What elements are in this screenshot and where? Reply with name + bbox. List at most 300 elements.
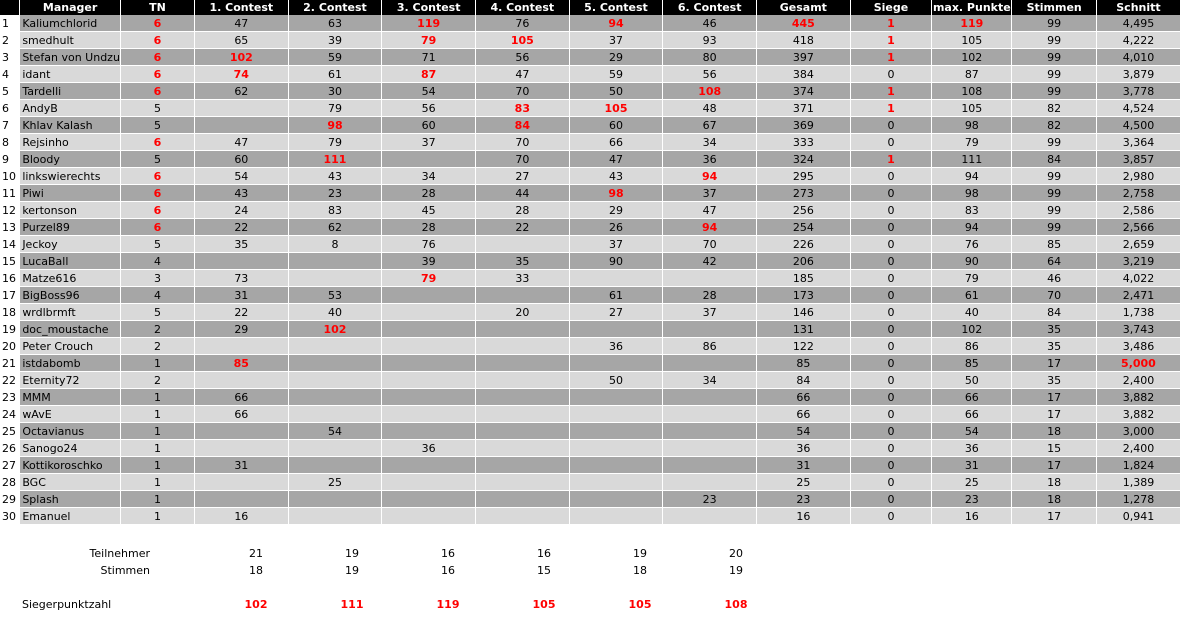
table-row [0, 151, 1181, 168]
cell-max: 94 [932, 219, 1012, 236]
cell-c6 [663, 423, 757, 440]
cell-c6: 70 [663, 236, 757, 253]
cell-c2: 53 [288, 287, 382, 304]
cell-stimmen: 99 [1012, 168, 1097, 185]
cell-stimmen: 35 [1012, 372, 1097, 389]
cell-stimmen: 99 [1012, 83, 1097, 100]
cell-siege: 1 [850, 32, 932, 49]
cell-name: MMM [20, 389, 121, 406]
cell-c1: 60 [194, 151, 288, 168]
cell-tn: 1 [120, 389, 194, 406]
cell-siege: 1 [850, 83, 932, 100]
cell-rank: 30 [0, 508, 20, 525]
cell-c6: 37 [663, 185, 757, 202]
cell-gesamt: 397 [757, 49, 851, 66]
cell-c4: 84 [476, 117, 570, 134]
cell-c5: 27 [569, 304, 663, 321]
cell-tn: 6 [120, 49, 194, 66]
table-row [0, 491, 1181, 508]
cell-siege: 0 [850, 508, 932, 525]
cell-c2 [288, 389, 382, 406]
cell-gesamt: 418 [757, 32, 851, 49]
cell-c5: 60 [569, 117, 663, 134]
summary-row-teilnehmer [0, 545, 784, 562]
cell-c2 [288, 372, 382, 389]
cell-max: 90 [932, 253, 1012, 270]
cell-c1: 16 [194, 508, 288, 525]
cell-c5: 105 [569, 100, 663, 117]
cell-c5 [569, 508, 663, 525]
cell-c5: 94 [569, 15, 663, 32]
table-row [0, 372, 1181, 389]
cell-c6 [663, 508, 757, 525]
table-row [0, 83, 1181, 100]
cell-tn: 5 [120, 236, 194, 253]
table-row [0, 440, 1181, 457]
column-header-5: 3. Contest [382, 0, 476, 15]
cell-stimmen: 35 [1012, 321, 1097, 338]
cell-stimmen: 82 [1012, 100, 1097, 117]
cell-c1 [194, 372, 288, 389]
cell-c5: 26 [569, 219, 663, 236]
cell-c4: 33 [476, 270, 570, 287]
cell-stimmen: 99 [1012, 49, 1097, 66]
cell-tn: 2 [120, 338, 194, 355]
cell-max: 23 [932, 491, 1012, 508]
cell-c6: 34 [663, 372, 757, 389]
cell-stimmen: 17 [1012, 406, 1097, 423]
cell-c4 [476, 372, 570, 389]
cell-rank: 10 [0, 168, 20, 185]
cell-max: 50 [932, 372, 1012, 389]
cell-stimmen: 17 [1012, 389, 1097, 406]
table-row [0, 15, 1181, 32]
cell-schnitt: 4,022 [1096, 270, 1180, 287]
cell-c2: 61 [288, 66, 382, 83]
cell-siege: 0 [850, 202, 932, 219]
cell-siege: 0 [850, 321, 932, 338]
cell-siege: 0 [850, 253, 932, 270]
summary-sieger-value: 105 [532, 598, 556, 611]
cell-c1: 65 [194, 32, 288, 49]
cell-gesamt: 226 [757, 236, 851, 253]
cell-tn: 1 [120, 423, 194, 440]
cell-siege: 0 [850, 270, 932, 287]
column-header-13: Schnitt [1096, 0, 1180, 15]
summary-row-stimmen [0, 562, 784, 579]
cell-c4 [476, 355, 570, 372]
cell-max: 79 [932, 270, 1012, 287]
cell-c6: 37 [663, 304, 757, 321]
cell-stimmen: 84 [1012, 304, 1097, 321]
cell-max: 108 [932, 83, 1012, 100]
cell-c1: 62 [194, 83, 288, 100]
cell-tn: 4 [120, 287, 194, 304]
summary-stimmen-value: 15 [537, 564, 551, 577]
cell-max: 111 [932, 151, 1012, 168]
cell-c5: 29 [569, 202, 663, 219]
cell-c1: 85 [194, 355, 288, 372]
cell-c2: 40 [288, 304, 382, 321]
summary-table [0, 545, 784, 613]
cell-c2 [288, 355, 382, 372]
cell-c5: 37 [569, 236, 663, 253]
cell-c1: 31 [194, 287, 288, 304]
cell-siege: 0 [850, 304, 932, 321]
cell-rank: 6 [0, 100, 20, 117]
cell-c1: 22 [194, 304, 288, 321]
cell-tn: 1 [120, 474, 194, 491]
cell-stimmen: 18 [1012, 491, 1097, 508]
summary-label-stimmen: Stimmen [100, 564, 150, 577]
cell-gesamt: 36 [757, 440, 851, 457]
cell-c4 [476, 389, 570, 406]
cell-c6: 67 [663, 117, 757, 134]
cell-schnitt: 4,495 [1096, 15, 1180, 32]
cell-rank: 20 [0, 338, 20, 355]
summary-sieger-value: 102 [244, 598, 268, 611]
table-row [0, 49, 1181, 66]
cell-tn: 6 [120, 83, 194, 100]
cell-gesamt: 185 [757, 270, 851, 287]
cell-c3 [382, 321, 476, 338]
cell-tn: 6 [120, 219, 194, 236]
column-header-3: 1. Contest [194, 0, 288, 15]
cell-max: 79 [932, 134, 1012, 151]
cell-c5: 59 [569, 66, 663, 83]
cell-c3 [382, 508, 476, 525]
column-header-11: max. Punkte [932, 1, 1011, 14]
cell-c4 [476, 474, 570, 491]
cell-c5 [569, 474, 663, 491]
cell-c2: 23 [288, 185, 382, 202]
cell-c2 [288, 406, 382, 423]
cell-c6: 48 [663, 100, 757, 117]
cell-siege: 1 [850, 15, 932, 32]
cell-c5: 61 [569, 287, 663, 304]
cell-gesamt: 173 [757, 287, 851, 304]
cell-stimmen: 99 [1012, 219, 1097, 236]
cell-stimmen: 18 [1012, 423, 1097, 440]
cell-c4: 28 [476, 202, 570, 219]
cell-siege: 0 [850, 491, 932, 508]
cell-c5: 47 [569, 151, 663, 168]
column-header-0 [0, 0, 20, 15]
cell-c1: 35 [194, 236, 288, 253]
cell-name: wAvE [20, 406, 121, 423]
cell-max: 25 [932, 474, 1012, 491]
cell-tn: 4 [120, 253, 194, 270]
cell-c5: 43 [569, 168, 663, 185]
cell-c5 [569, 491, 663, 508]
cell-stimmen: 82 [1012, 117, 1097, 134]
cell-gesamt: 146 [757, 304, 851, 321]
cell-schnitt: 2,980 [1096, 168, 1180, 185]
cell-gesamt: 371 [757, 100, 851, 117]
cell-gesamt: 369 [757, 117, 851, 134]
cell-c6 [663, 457, 757, 474]
cell-name: Purzel89 [20, 219, 121, 236]
cell-name: Piwi [20, 185, 121, 202]
cell-c2: 79 [288, 100, 382, 117]
cell-schnitt: 2,659 [1096, 236, 1180, 253]
cell-rank: 3 [0, 49, 20, 66]
cell-schnitt: 3,778 [1096, 83, 1180, 100]
cell-tn: 6 [120, 185, 194, 202]
cell-c2: 102 [288, 321, 382, 338]
summary-stimmen-value: 16 [441, 564, 455, 577]
cell-c5 [569, 389, 663, 406]
cell-c3 [382, 372, 476, 389]
cell-c2: 111 [288, 151, 382, 168]
table-row [0, 185, 1181, 202]
column-header-6: 4. Contest [476, 0, 570, 15]
cell-name: Octavianus [20, 423, 121, 440]
cell-c1 [194, 491, 288, 508]
summary-sieger-value: 119 [436, 598, 460, 611]
cell-c4 [476, 491, 570, 508]
cell-gesamt: 206 [757, 253, 851, 270]
cell-siege: 0 [850, 423, 932, 440]
cell-rank: 15 [0, 253, 20, 270]
cell-siege: 1 [850, 151, 932, 168]
summary-stimmen-value: 19 [729, 564, 743, 577]
cell-max: 86 [932, 338, 1012, 355]
cell-name: Stefan von Undzu [20, 49, 121, 66]
cell-tn: 5 [120, 117, 194, 134]
cell-gesamt: 333 [757, 134, 851, 151]
cell-siege: 0 [850, 66, 932, 83]
cell-c1: 54 [194, 168, 288, 185]
cell-stimmen: 18 [1012, 474, 1097, 491]
cell-c2: 39 [288, 32, 382, 49]
cell-stimmen: 99 [1012, 185, 1097, 202]
cell-schnitt: 3,882 [1096, 389, 1180, 406]
cell-schnitt: 2,566 [1096, 219, 1180, 236]
cell-name: Jeckoy [20, 236, 121, 253]
cell-name: Peter Crouch [20, 338, 121, 355]
cell-c6: 93 [663, 32, 757, 49]
cell-max: 87 [932, 66, 1012, 83]
cell-max: 105 [932, 100, 1012, 117]
cell-c5: 50 [569, 83, 663, 100]
cell-c3: 60 [382, 117, 476, 134]
header-row [0, 0, 1181, 15]
cell-siege: 1 [850, 49, 932, 66]
cell-c4: 35 [476, 253, 570, 270]
cell-tn: 1 [120, 457, 194, 474]
cell-name: AndyB [20, 100, 121, 117]
cell-c4 [476, 508, 570, 525]
cell-name: Splash [20, 491, 121, 508]
cell-c1 [194, 338, 288, 355]
cell-stimmen: 99 [1012, 15, 1097, 32]
cell-c3: 37 [382, 134, 476, 151]
cell-schnitt: 4,010 [1096, 49, 1180, 66]
cell-max: 36 [932, 440, 1012, 457]
cell-c6 [663, 440, 757, 457]
cell-gesamt: 25 [757, 474, 851, 491]
cell-c2: 63 [288, 15, 382, 32]
cell-c5 [569, 423, 663, 440]
table-row [0, 287, 1181, 304]
cell-gesamt: 23 [757, 491, 851, 508]
cell-tn: 5 [120, 151, 194, 168]
cell-tn: 6 [120, 15, 194, 32]
cell-schnitt: 2,400 [1096, 440, 1180, 457]
cell-tn: 2 [120, 321, 194, 338]
cell-schnitt: 3,857 [1096, 151, 1180, 168]
cell-stimmen: 17 [1012, 508, 1097, 525]
cell-c5 [569, 457, 663, 474]
cell-rank: 9 [0, 151, 20, 168]
cell-c3: 79 [382, 32, 476, 49]
cell-c3 [382, 151, 476, 168]
cell-c1 [194, 474, 288, 491]
cell-c2: 43 [288, 168, 382, 185]
summary-row-siegerpunktzahl [0, 596, 784, 613]
cell-c3: 28 [382, 185, 476, 202]
cell-c1: 66 [194, 406, 288, 423]
table-row [0, 355, 1181, 372]
cell-rank: 27 [0, 457, 20, 474]
cell-siege: 0 [850, 219, 932, 236]
cell-name: Sanogo24 [20, 440, 121, 457]
cell-stimmen: 17 [1012, 457, 1097, 474]
cell-c4 [476, 406, 570, 423]
cell-c2: 54 [288, 423, 382, 440]
cell-c1 [194, 100, 288, 117]
table-row [0, 423, 1181, 440]
table-row [0, 508, 1181, 525]
cell-c1 [194, 117, 288, 134]
summary-sieger-value: 111 [340, 598, 364, 611]
table-row [0, 236, 1181, 253]
cell-max: 85 [932, 355, 1012, 372]
cell-c1: 29 [194, 321, 288, 338]
cell-stimmen: 35 [1012, 338, 1097, 355]
cell-name: Kaliumchlorid [20, 15, 121, 32]
table-row [0, 253, 1181, 270]
cell-c3 [382, 355, 476, 372]
cell-c3: 34 [382, 168, 476, 185]
cell-tn: 5 [120, 304, 194, 321]
table-row [0, 304, 1181, 321]
cell-c1: 24 [194, 202, 288, 219]
cell-tn: 6 [120, 32, 194, 49]
cell-c4: 56 [476, 49, 570, 66]
cell-siege: 0 [850, 457, 932, 474]
cell-c3 [382, 491, 476, 508]
cell-c6: 46 [663, 15, 757, 32]
cell-c3: 119 [382, 15, 476, 32]
cell-gesamt: 66 [757, 389, 851, 406]
cell-c6 [663, 321, 757, 338]
cell-rank: 13 [0, 219, 20, 236]
cell-gesamt: 85 [757, 355, 851, 372]
cell-gesamt: 445 [757, 15, 851, 32]
cell-c4: 105 [476, 32, 570, 49]
cell-rank: 18 [0, 304, 20, 321]
column-header-9: Gesamt [757, 0, 851, 15]
cell-stimmen: 46 [1012, 270, 1097, 287]
cell-rank: 7 [0, 117, 20, 134]
cell-gesamt: 84 [757, 372, 851, 389]
cell-gesamt: 384 [757, 66, 851, 83]
table-row [0, 338, 1181, 355]
cell-schnitt: 3,364 [1096, 134, 1180, 151]
cell-c4 [476, 423, 570, 440]
table-row [0, 270, 1181, 287]
cell-c5: 50 [569, 372, 663, 389]
cell-stimmen: 17 [1012, 355, 1097, 372]
cell-rank: 21 [0, 355, 20, 372]
cell-c3: 28 [382, 219, 476, 236]
cell-siege: 0 [850, 338, 932, 355]
cell-c3 [382, 474, 476, 491]
cell-c2: 25 [288, 474, 382, 491]
cell-c4 [476, 236, 570, 253]
cell-c3 [382, 304, 476, 321]
cell-max: 83 [932, 202, 1012, 219]
table-row [0, 219, 1181, 236]
table-row [0, 474, 1181, 491]
cell-c4 [476, 321, 570, 338]
cell-stimmen: 99 [1012, 134, 1097, 151]
cell-schnitt: 2,586 [1096, 202, 1180, 219]
cell-c1: 102 [194, 49, 288, 66]
cell-c1 [194, 253, 288, 270]
cell-c4: 70 [476, 83, 570, 100]
table-row [0, 457, 1181, 474]
cell-gesamt: 31 [757, 457, 851, 474]
cell-stimmen: 84 [1012, 151, 1097, 168]
cell-schnitt: 5,000 [1096, 355, 1180, 372]
cell-rank: 22 [0, 372, 20, 389]
summary-sieger-value: 105 [628, 598, 652, 611]
cell-c1: 66 [194, 389, 288, 406]
table-row [0, 134, 1181, 151]
cell-name: kertonson [20, 202, 121, 219]
cell-schnitt: 1,738 [1096, 304, 1180, 321]
cell-name: LucaBall [20, 253, 121, 270]
cell-schnitt: 4,500 [1096, 117, 1180, 134]
cell-tn: 2 [120, 372, 194, 389]
cell-siege: 1 [850, 100, 932, 117]
cell-stimmen: 70 [1012, 287, 1097, 304]
column-header-10: Siege [850, 0, 932, 15]
cell-c6: 28 [663, 287, 757, 304]
cell-rank: 23 [0, 389, 20, 406]
column-header-8: 6. Contest [663, 0, 757, 15]
cell-tn: 1 [120, 508, 194, 525]
cell-max: 98 [932, 117, 1012, 134]
cell-gesamt: 16 [757, 508, 851, 525]
cell-schnitt: 3,219 [1096, 253, 1180, 270]
summary-stimmen-value: 18 [249, 564, 263, 577]
cell-tn: 1 [120, 355, 194, 372]
summary-teilnehmer-value: 19 [633, 547, 647, 560]
cell-tn: 1 [120, 406, 194, 423]
cell-name: Tardelli [20, 83, 121, 100]
summary-teilnehmer-value: 21 [249, 547, 263, 560]
cell-c4: 22 [476, 219, 570, 236]
cell-schnitt: 2,758 [1096, 185, 1180, 202]
cell-c3: 56 [382, 100, 476, 117]
cell-name: BGC [20, 474, 121, 491]
cell-c3: 71 [382, 49, 476, 66]
cell-c1 [194, 423, 288, 440]
